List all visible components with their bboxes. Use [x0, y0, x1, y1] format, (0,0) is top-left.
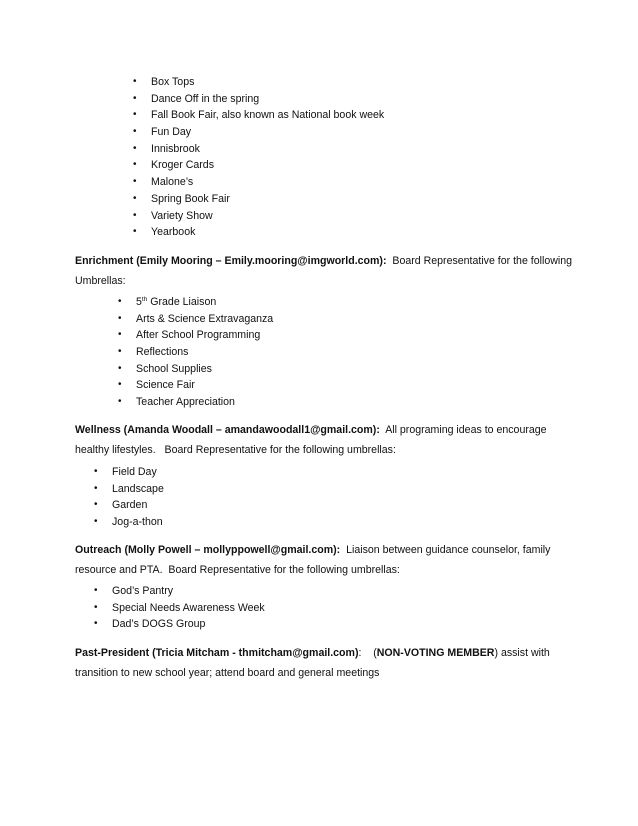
bullet-icon: •	[118, 312, 122, 324]
list-item: • Fun Day	[151, 124, 384, 141]
bullet-icon: •	[94, 499, 98, 511]
bullet-icon: •	[133, 92, 137, 104]
bullet-icon: •	[118, 296, 122, 307]
bullet-icon: •	[94, 466, 98, 477]
list-item: • Special Needs Awareness Week	[112, 600, 265, 617]
list-item: • 5th Grade Liaison	[136, 294, 273, 311]
outreach-umbrella-list	[94, 583, 265, 633]
bullet-icon: •	[94, 482, 98, 494]
list-item: • Yearbook	[151, 224, 384, 241]
wellness-section-heading	[75, 420, 575, 460]
list-item: • Science Fair	[136, 377, 273, 394]
list-item: • Landscape	[112, 481, 164, 498]
bullet-icon: •	[94, 585, 98, 596]
bullet-icon: •	[133, 109, 137, 121]
outreach-section-heading	[75, 540, 575, 580]
list-item: • Spring Book Fair	[151, 191, 384, 208]
past-president-section: Past-President (Tricia Mitcham - thmitcham@gmail.com): (NON-VOTING MEMBER) assist with transition to new school year; attend board and general meetings	[75, 647, 550, 679]
wellness-heading: Wellness (Amanda Woodall – amandawoodall1@gmail.com):	[75, 424, 380, 436]
list-item: • Malone’s	[151, 174, 384, 191]
past-president-description: ) assist with transition to new school year; attend board and general meetings	[75, 647, 550, 679]
list-item: • Fall Book Fair, also known as National book week	[151, 107, 384, 124]
bullet-icon: •	[133, 192, 137, 204]
enrichment-heading: Enrichment (Emily Mooring – Emily.mooring@imgworld.com):	[75, 255, 387, 267]
past-president-heading: Past-President (Tricia Mitcham - thmitcham@gmail.com)	[75, 647, 359, 659]
bullet-icon: •	[133, 76, 137, 87]
bullet-icon: •	[118, 346, 122, 358]
bullet-icon: •	[133, 159, 137, 171]
bullet-icon: •	[133, 226, 137, 238]
list-item: • Arts & Science Extravaganza	[136, 311, 273, 328]
bullet-icon: •	[94, 601, 98, 613]
wellness-umbrella-list	[94, 464, 164, 531]
enrichment-section-heading	[75, 251, 575, 291]
bullet-icon: •	[94, 618, 98, 630]
list-item: • Innisbrook	[151, 141, 384, 158]
list-item: • Dance Off in the spring	[151, 91, 384, 108]
list-item: • Jog-a-thon	[112, 514, 164, 531]
bullet-icon: •	[118, 396, 122, 408]
bullet-icon: •	[133, 126, 137, 138]
enrichment-description: Board Representative for the following Umbrellas:	[75, 255, 572, 287]
outreach-heading: Outreach (Molly Powell – mollyppowell@gmail.com):	[75, 544, 341, 556]
list-item: • Field Day	[112, 464, 164, 481]
bullet-icon: •	[133, 142, 137, 154]
list-item: • After School Programming	[136, 327, 273, 344]
list-item: • School Supplies	[136, 361, 273, 378]
list-item: • Teacher Appreciation	[136, 394, 273, 411]
top-umbrella-list	[133, 74, 385, 241]
non-voting-label: NON-VOTING MEMBER	[376, 647, 495, 659]
list-item: • Dad’s DOGS Group	[112, 616, 265, 633]
enrichment-umbrella-list	[118, 294, 274, 411]
bullet-icon: •	[133, 176, 137, 188]
list-item: • Kroger Cards	[151, 157, 384, 174]
bullet-icon: •	[133, 209, 137, 221]
bullet-icon: •	[118, 329, 122, 341]
list-item: • Box Tops	[151, 74, 384, 91]
bullet-icon: •	[118, 362, 122, 374]
list-item: • Reflections	[136, 344, 273, 361]
outreach-description: Liaison between guidance counselor, family resource and PTA. Board Representative for the following umbrellas:	[75, 544, 554, 576]
list-item: • Garden	[112, 497, 164, 514]
bullet-icon: •	[94, 516, 98, 528]
list-item: • God’s Pantry	[112, 583, 265, 600]
bullet-icon: •	[118, 379, 122, 391]
list-item: • Variety Show	[151, 208, 384, 225]
wellness-description: All programing ideas to encourage healthy lifestyles. Board Representative for the following umbrellas:	[75, 424, 550, 456]
